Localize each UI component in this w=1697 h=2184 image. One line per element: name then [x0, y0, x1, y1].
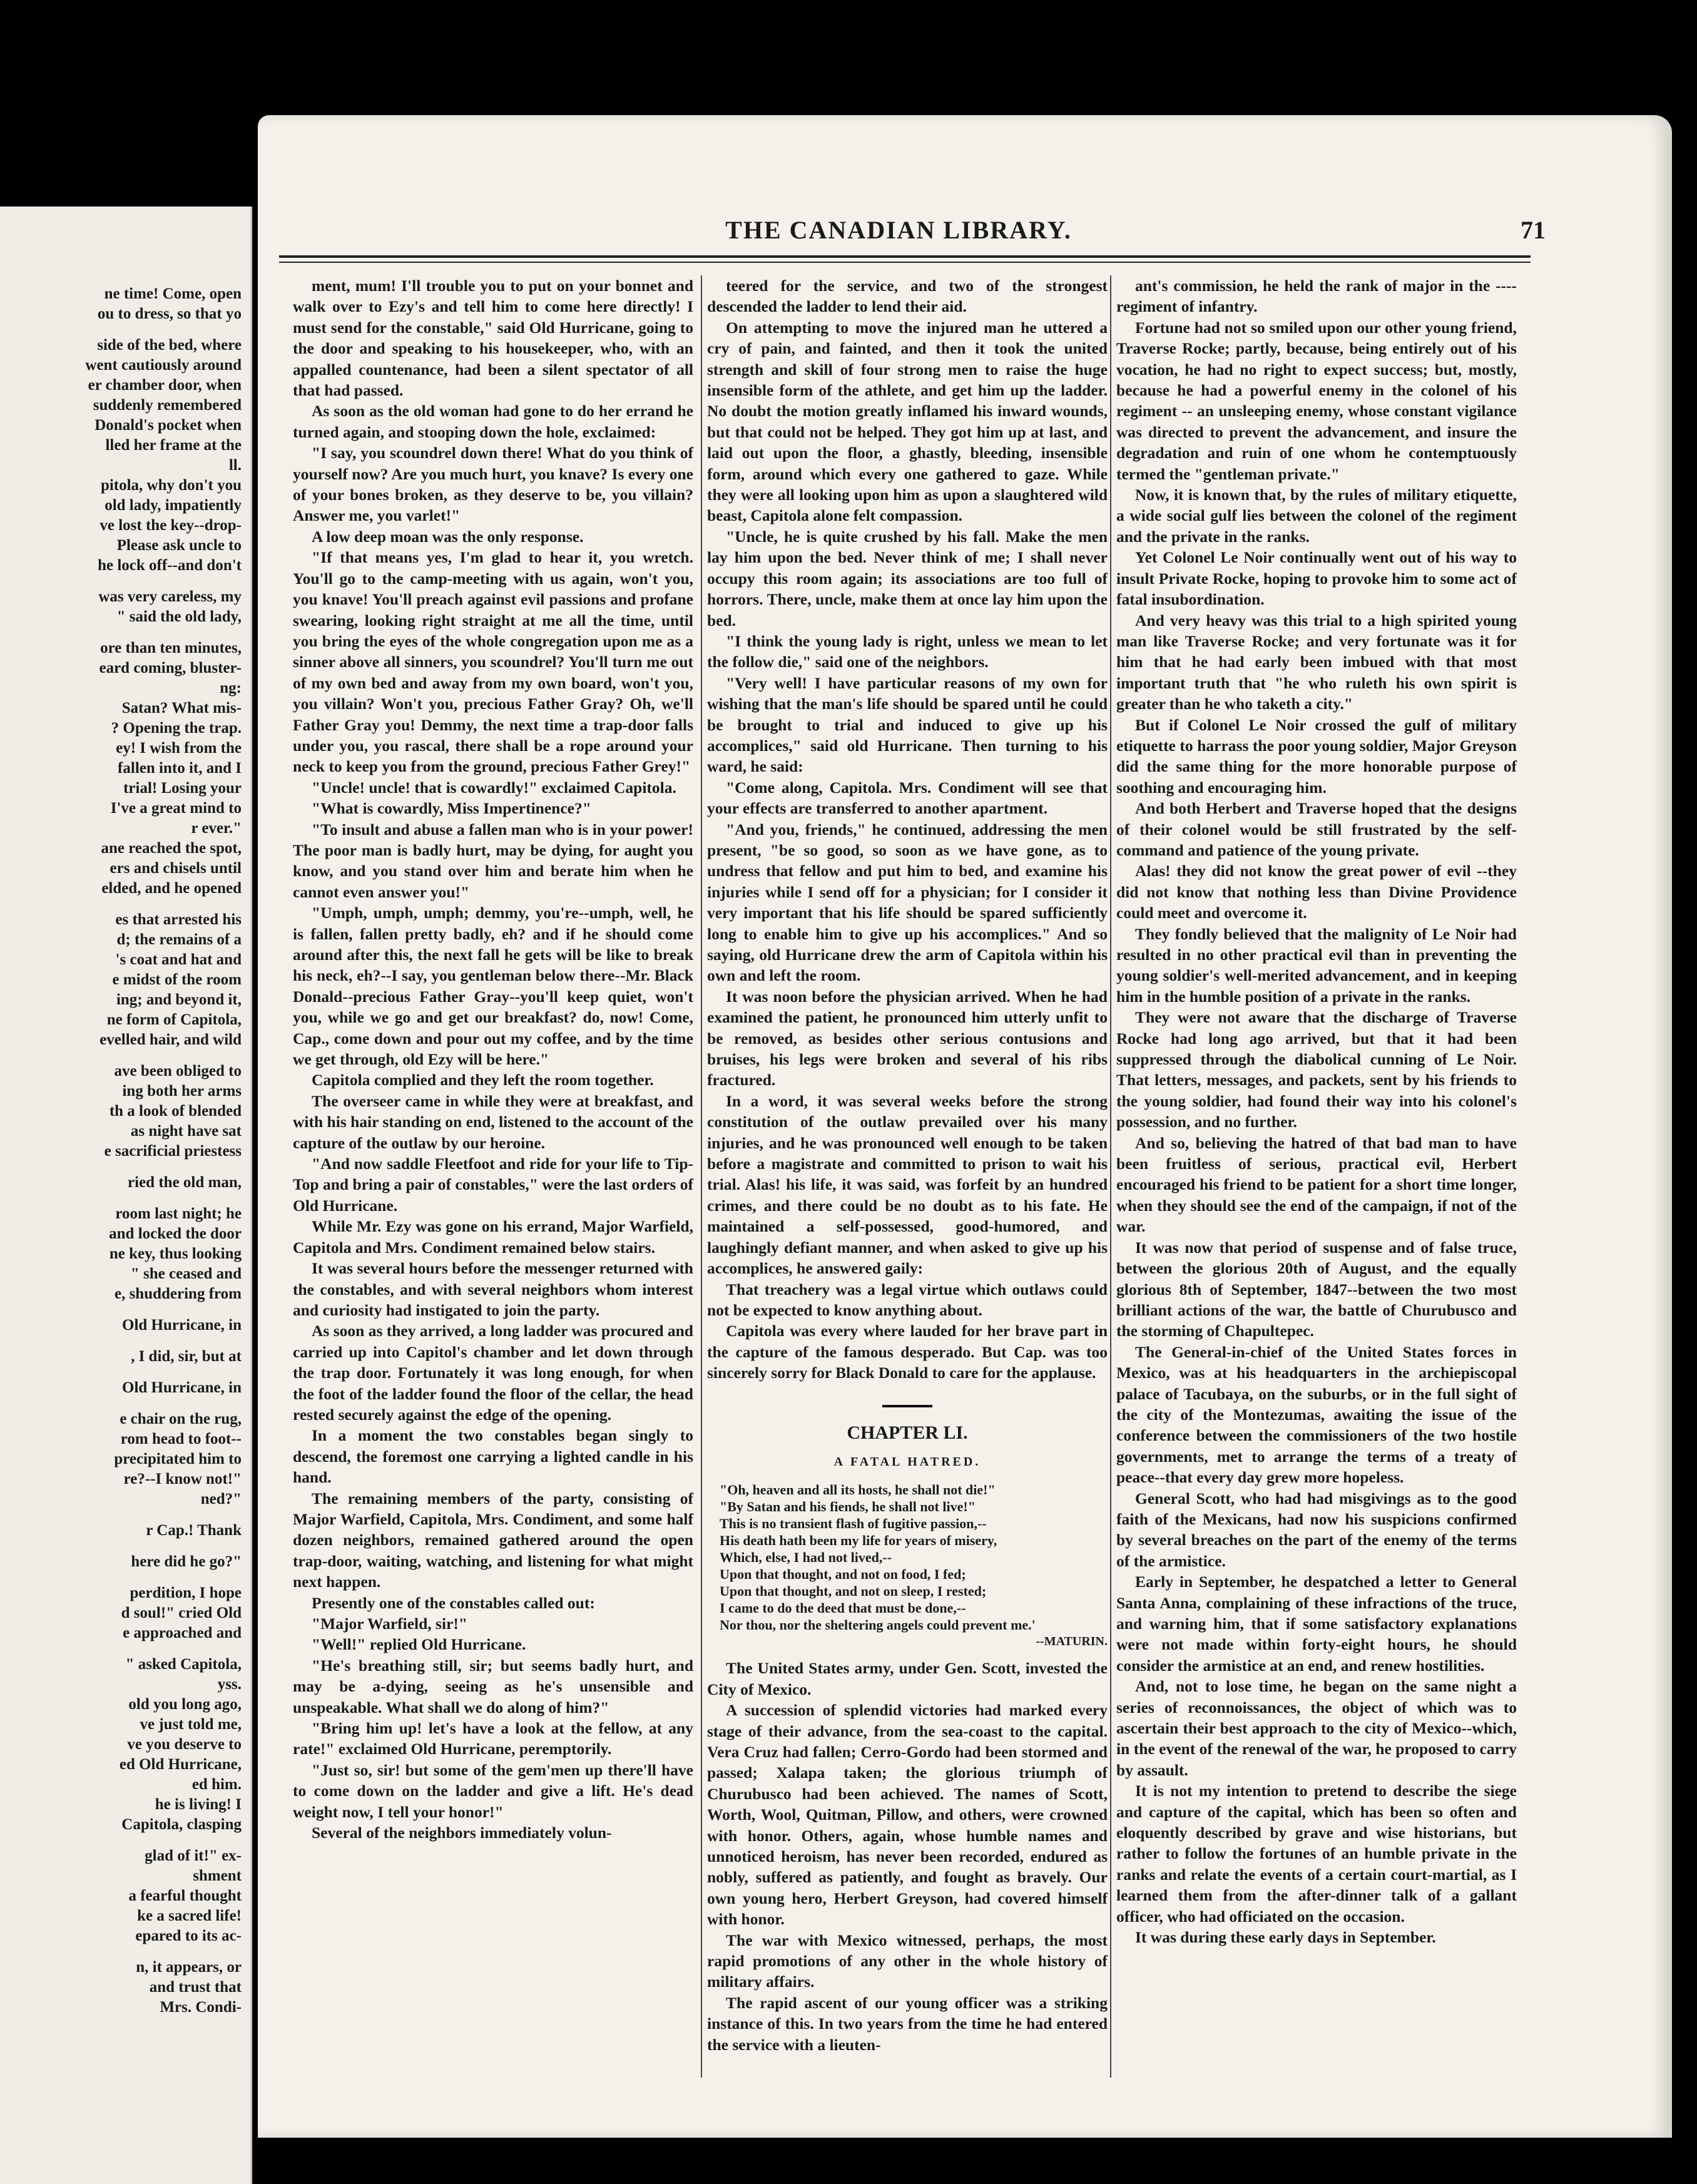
fragment-line: " said the old lady,: [116, 608, 242, 625]
fragment-line: Donald's pocket when: [94, 417, 242, 434]
fragment-line: 's coat and hat and: [115, 951, 242, 968]
header-rule-thin: [279, 262, 1531, 263]
fragment-line: rom head to foot--: [120, 1431, 242, 1447]
fragment-line: yss.: [217, 1676, 242, 1693]
fragment-line: ne time! Come, open: [104, 285, 242, 302]
paragraph: Several of the neighbors immediately volun-: [312, 1824, 612, 1842]
fragment-line: as night have sat: [130, 1123, 242, 1140]
paragraph: And so, believing the hatred of that bad man to have been fruitless of serious, practical evil, Herbert encouraged his friend to be patient for a short time longer, when they should see the end of the campaign, if not of the war.: [1116, 1133, 1517, 1236]
paragraph: It was noon before the physician arrived. When he had examined the patient, he pronounced him utterly unfit to be removed, as besides other serious contusions and bruises, his legs were broken and several of his ribs fractured.: [707, 987, 1108, 1089]
epigraph-line: "Oh, heaven and all its hosts, he shall not die!": [720, 1482, 996, 1498]
fragment-line: ried the old man,: [128, 1174, 242, 1191]
chapter-divider: [882, 1405, 932, 1407]
epigraph-line: Nor thou, nor the sheltering angels could prevent me.': [720, 1617, 1036, 1633]
fragment-line: [0, 324, 250, 335]
paragraph: In a moment the two constables began singly to descend, the foremost one carrying a lighted candle in his hand.: [293, 1426, 693, 1487]
fragment-line: ve you deserve to: [127, 1736, 242, 1753]
paragraph: "He's breathing still, sir; but seems badly hurt, and may be a-dying, seeing as he's unsensible and unspeakable. What shall we do along of him?": [293, 1656, 693, 1717]
paragraph: Early in September, he despatched a letter to General Santa Anna, complaining of these infractions of the truce, and warning him, that if some satisfactory explanations were not made within forty-eight hours, he should consider the armistice at an end, and renew hostilities.: [1116, 1573, 1517, 1675]
paragraph: "Just so, sir! but some of the gem'men up there'll have to come down on the ladder and give a lift. He's dead weight now, I tell your honor!": [293, 1760, 693, 1821]
paragraph: Now, it is known that, by the rules of military etiquette, a wide social gulf lies between the colonel of the regiment and the private in the ranks.: [1116, 486, 1517, 546]
previous-page-fragment: [0, 207, 252, 2184]
fragment-line: r Cap.! Thank: [146, 1522, 242, 1539]
fragment-line: I've a great mind to: [110, 800, 242, 817]
paragraph: The overseer came in while they were at breakfast, and with his hair standing on end, listened to the account of the capture of the outlaw by our heroine.: [293, 1091, 693, 1152]
paragraph: Fortune had not so smiled upon our other young friend, Traverse Rocke; partly, because, being entirely out of his vocation, he had no right to expect success; but, mostly, because he had a powerful enemy in the colonel of his regiment -- an unsleeping enemy, whose constant vigilance was directed to prevent the advancement, and insure the degradation and ruin of one whom he contemptuously termed the "gentleman private.": [1116, 318, 1517, 483]
fragment-line: [0, 1509, 250, 1521]
paragraph: ment, mum! I'll trouble you to put on your bonnet and walk over to Ezy's and tell him to come here directly! I must send for the constable," said Old Hurricane, going to the door and speaking to his housekeeper, who, with an appalled countenance, had been a silent spectator of all that had passed.: [293, 277, 693, 400]
paragraph: "Major Warfield, sir!": [312, 1615, 468, 1633]
fragment-line: ned?": [200, 1491, 242, 1508]
paragraph: Capitola complied and they left the room together.: [312, 1071, 654, 1089]
page-number: 71: [1521, 216, 1546, 244]
fragment-line: [0, 1050, 250, 1061]
fragment-line: e, shuddering from: [114, 1285, 242, 1302]
fragment-line: precipitated him to: [114, 1451, 242, 1467]
fragment-line: Mrs. Condi-: [160, 1999, 242, 2016]
paragraph: While Mr. Ezy was gone on his errand, Major Warfield, Capitola and Mrs. Condiment remained below stairs.: [293, 1217, 693, 1257]
epigraph-line: Which, else, I had not lived,--: [720, 1549, 892, 1566]
paragraph: And very heavy was this trial to a high spirited young man like Traverse Rocke; and very fortunate was it for him that he had early been imbued with that most important truth that "he who ruleth his own spirit is greater than he who taketh a city.": [1116, 611, 1517, 713]
paragraph: As soon as they arrived, a long ladder was procured and carried up into Capitol's chamber and let down through the trap door. Fortunately it was long enough, for when the foot of the ladder found the floor of the cellar, the head rested securely against the edge of the opening.: [293, 1322, 693, 1424]
paragraph: "What is cowardly, Miss Impertinence?": [312, 799, 591, 818]
paragraph: As soon as the old woman had gone to do her errand he turned again, and stooping down the hole, exclaimed:: [293, 402, 693, 441]
fragment-line: Please ask uncle to: [116, 537, 242, 554]
fragment-line: a fearful thought: [128, 1887, 242, 1904]
paragraph: The war with Mexico witnessed, perhaps, the most rapid promotions of any other in the whole history of military affairs.: [707, 1931, 1108, 1991]
fragment-line: ed him.: [191, 1776, 242, 1793]
fragment-line: fallen into it, and I: [118, 760, 242, 777]
fragment-line: ke a sacred life!: [137, 1907, 242, 1924]
paragraph: A succession of splendid victories had marked every stage of their advance, from the sea-coast to the capital. Vera Cruz had fallen; Cerro-Gordo had been stormed and passed; Xalapa taken; the glorious triumph of Churubusco had been achieved. The names of Scott, Worth, Wool, Quitman, Pillow, and others, were crowned with honor. Others, again, whose humble names and unnoticed heroism, has never been recorded, endured as nobly, suffered as patiently, and fought as bravely. Our own young hero, Herbert Greyson, had covered himself with honor.: [707, 1701, 1108, 1929]
fragment-line: ne form of Capitola,: [106, 1011, 242, 1028]
epigraph-line: I came to do the deed that must be done,--: [720, 1600, 966, 1616]
epigraph-line: "By Satan and his fiends, he shall not live!": [720, 1499, 976, 1515]
fragment-line: " asked Capitola,: [125, 1656, 242, 1673]
epigraph-line: Upon that thought, and not on sleep, I rested;: [720, 1583, 987, 1600]
paragraph: "Umph, umph, umph; demmy, you're--umph, well, he is fallen, fallen pretty badly, eh? and if he should come around after this, the next fall he gets will be like to break his neck, eh?--I say, you gentleman below there--Mr. Black Donald--precious Father Gray--you'll keep quiet, won't you, while we go and get our breakfast? do, now! Come, Cap., come down and pour out my coffee, and by the time we get through, old Ezy will be here.": [293, 904, 693, 1069]
fragment-line: ing both her arms: [122, 1083, 242, 1100]
paragraph: "Very well! I have particular reasons of my own for wishing that the man's life should be spared until he could be brought to trial and induced to give up his accomplices," said old Hurricane. Then turning to his ward, he said:: [707, 673, 1108, 776]
paragraph: Capitola was every where lauded for her brave part in the capture of the famous desperado. But Cap. was too sincerely sorry for Black Donald to care for the applause.: [707, 1322, 1108, 1382]
fragment-line: Satan? What mis-: [121, 700, 242, 717]
fragment-line: ers and chisels until: [110, 860, 242, 877]
fragment-line: evelled hair, and wild: [99, 1031, 242, 1048]
fragment-line: [0, 576, 250, 587]
paragraph: The United States army, under Gen. Scott, invested the City of Mexico.: [707, 1659, 1108, 1698]
paragraph: It was several hours before the messenger returned with the constables, and with several neighbors whom interest and curiosity had instigated to join the party.: [293, 1259, 693, 1319]
column-2-text: [707, 275, 1108, 1384]
fragment-line: [0, 1304, 250, 1315]
epigraph-attribution: --MATURIN.: [1036, 1635, 1108, 1649]
column-divider: [701, 275, 702, 2078]
paragraph: "And you, friends," he continued, addressing the men present, "be so good, so soon as we have gone, as to undress that fellow and put him to bed, and examine his injuries while I send off for a physician; for I consider it very important that his life should be spared sufficiently long to enable him to give up his accomplices." And so saying, old Hurricane drew the arm of Capitola within his own and left the room.: [707, 820, 1108, 985]
fragment-line: d soul!" cried Old: [121, 1605, 242, 1621]
paragraph: "Come along, Capitola. Mrs. Condiment will see that your effects are transferred to another apartment.: [707, 778, 1108, 818]
fragment-line: went cautiously around: [85, 357, 242, 374]
fragment-line: suddenly remembered: [93, 397, 242, 414]
fragment-line: n, it appears, or: [136, 1959, 242, 1976]
paragraph: "Uncle, he is quite crushed by his fall. Make the men lay him upon the bed. Never think of me; I shall never occupy this room again; its associations are too full of horrors. There, uncle, make them at once lay him upon the bed.: [707, 527, 1108, 630]
paragraph: "To insult and abuse a fallen man who is in your power! The poor man is badly hurt, may be dying, for aught you know, and you stand over him and berate him when he cannot even answer you!": [293, 820, 693, 901]
paragraph: ant's commission, he held the rank of major in the ----regiment of infantry.: [1116, 277, 1517, 316]
fragment-line: es that arrested his: [115, 911, 242, 928]
paragraph: On attempting to move the injured man he uttered a cry of pain, and fainted, and then it took the united strength and skill of four strong men to raise the huge insensible form of the athlete, and get him up the ladder. No doubt the motion greatly inflamed his inward wounds, but that could not be helped. They got him up at last, and laid out upon the floor, a ghastly, bleeding, insensible form, around which every one gathered to gaze. While they were all looking upon him as upon a slaughtered wild beast, Capitola alone felt compassion.: [707, 318, 1108, 525]
fragment-line: re?--I know not!": [123, 1471, 242, 1487]
running-header: [258, 215, 1546, 253]
fragment-line: ou to dress, so that yo: [97, 305, 242, 322]
paragraph: Alas! they did not know the great power of evil --they did not know that nothing less than Divine Providence could meet and overcome it.: [1116, 862, 1517, 922]
fragment-line: he lock off--and don't: [98, 557, 242, 574]
fragment-line: ll.: [228, 457, 242, 474]
paragraph: It is not my intention to pretend to describe the siege and capture of the capital, which has been so often and eloquently described by grave and wise historians, but rather to follow the fortunes of an humble private in the ranks and relate the events of a certain court-martial, as I learned them from the after-dinner talk of a gallant officer, who had officiated on the occasion.: [1116, 1782, 1517, 1926]
fragment-line: ? Opening the trap.: [111, 720, 242, 737]
fragment-line: epared to its ac-: [135, 1927, 242, 1944]
paragraph: The General-in-chief of the United States forces in Mexico, was at his headquarters in the archiepiscopal palace of Tacubaya, on the suburbs, or in the full sight of the city of the Montezumas, awaiting the issue of the conference between the commissioners of the two hostile governments, met to arrange the terms of a treaty of peace--that every day grew more hopeless.: [1116, 1342, 1517, 1487]
fragment-line: [0, 1835, 250, 1846]
column-2: [707, 275, 1108, 2055]
fragment-line: ore than ten minutes,: [100, 640, 242, 656]
fragment-line: perdition, I hope: [130, 1584, 242, 1601]
paragraph: And both Herbert and Traverse hoped that the designs of their colonel would be still frustrated by the self-command and patience of the young private.: [1116, 799, 1517, 859]
fragment-line: room last night; he: [115, 1205, 242, 1222]
fragment-line: [0, 1946, 250, 1957]
paragraph: They fondly believed that the malignity of Le Noir had resulted in no other practical evil than in preventing the young soldier's well-merited advancement, and in keeping him in the humble position of a private in the ranks.: [1116, 924, 1517, 1006]
fragment-line: old you long ago,: [128, 1696, 242, 1713]
paragraph: "Well!" replied Old Hurricane.: [312, 1635, 526, 1654]
chapter-title: CHAPTER LI.: [847, 1422, 968, 1443]
fragment-line: ave been obliged to: [114, 1063, 242, 1079]
paragraph: Yet Colonel Le Noir continually went out of his way to insult Private Rocke, hoping to provoke him to some act of fatal insubordination.: [1116, 548, 1517, 609]
paragraph: "If that means yes, I'm glad to hear it, you wretch. You'll go to the camp-meeting with us again, won't you, you knave! You'll preach against evil passions and profane swearing, looking right straight at me all the time, until you bring the eyes of the whole congregation upon me as a sinner above all sinners, you scoundrel? You'll turn me out of my own bed and away from my own board, won't you, you villain? Won't you, precious Father Gray? Oh, we'll Father Gray you! Demmy, the next time a trap-door falls under you, you rascal, there shall be a rope around your neck to keep you from the ground, precious Father Grey!": [293, 548, 693, 776]
fragment-line: pitola, why don't you: [100, 477, 242, 494]
fragment-line: he is living! I: [155, 1796, 242, 1813]
epigraph-line: His death hath been my life for years of misery,: [720, 1533, 997, 1549]
fragment-line: ane reached the spot,: [101, 840, 242, 857]
paragraph: They were not aware that the discharge of Traverse Rocke had long ago arrived, but that it had been suppressed through the diabolical cunning of Le Noir. That letters, messages, and packets, sent by his friends to the young soldier, had found their way into his colonel's possession, and no further.: [1116, 1008, 1517, 1131]
fragment-line: er chamber door, when: [88, 377, 242, 394]
fragment-line: ve lost the key--drop-: [99, 517, 242, 534]
epigraph-line: This is no transient flash of fugitive passion,--: [720, 1516, 987, 1532]
fragment-line: Capitola, clasping: [121, 1816, 242, 1833]
fragment-line: e midst of the room: [112, 971, 242, 988]
fragment-line: side of the bed, where: [97, 337, 242, 354]
running-title: THE CANADIAN LIBRARY.: [725, 216, 1072, 244]
fragment-line: d; the remains of a: [116, 931, 242, 948]
fragment-line: r ever.": [191, 820, 242, 837]
fragment-line: [0, 1572, 250, 1583]
paragraph: That treachery was a legal virtue which outlaws could not be expected to know anything about.: [707, 1280, 1108, 1319]
fragment-line: e approached and: [123, 1625, 242, 1641]
fragment-line: e sacrificial priestess: [104, 1143, 242, 1160]
book-page: [258, 115, 1672, 2138]
paragraph: "And now saddle Fleetfoot and ride for your life to Tip-Top and bring a pair of constables," were the last orders of Old Hurricane.: [293, 1155, 693, 1215]
fragment-line: ve just told me,: [140, 1716, 242, 1733]
fragment-line: and locked the door: [109, 1225, 242, 1242]
fragment-line: ng:: [220, 680, 242, 697]
fragment-line: ne key, thus looking: [109, 1245, 242, 1262]
paragraph: It was during these early days in September.: [1135, 1928, 1436, 1947]
fragment-line: Old Hurricane, in: [122, 1379, 242, 1396]
paragraph: General Scott, who had had misgivings as to the good faith of the Mexicans, had now his suspicions confirmed by several breaches on the part of the enemy of the terms of the armistice.: [1116, 1489, 1517, 1570]
fragment-line: th a look of blended: [109, 1103, 242, 1120]
fragment-line: [0, 1398, 250, 1409]
fragment-line: eard coming, bluster-: [99, 660, 242, 676]
fragment-line: [0, 1335, 250, 1347]
column-3: [1116, 275, 1517, 1948]
fragment-line: , I did, sir, but at: [131, 1348, 242, 1365]
paragraph: "I say, you scoundrel down there! What do you think of yourself now? Are you much hurt, you knave? Is every one of your bones broken, as they deserve to be, you villain? Answer me, you varlet!": [293, 444, 693, 525]
column-2-chapter-text: [707, 1658, 1108, 2055]
fragment-line: elded, and he opened: [101, 880, 242, 897]
fragment-line: trial! Losing your: [123, 780, 242, 797]
fragment-line: ey! I wish from the: [116, 740, 242, 757]
paragraph: But if Colonel Le Noir crossed the gulf of military etiquette to harrass the poor young soldier, Major Greyson did the same thing for the more honorable purpose of soothing and encouraging him.: [1116, 715, 1517, 797]
previous-page-text: [0, 284, 250, 2018]
fragment-line: ed Old Hurricane,: [119, 1756, 242, 1773]
chapter-subtitle: A FATAL HATRED.: [833, 1454, 981, 1469]
fragment-line: " she ceased and: [130, 1265, 242, 1282]
fragment-line: Old Hurricane, in: [122, 1317, 242, 1334]
fragment-line: glad of it!" ex-: [145, 1847, 242, 1864]
fragment-line: was very careless, my: [98, 588, 242, 605]
paragraph: The rapid ascent of our young officer was a striking instance of this. In two years from the time he had entered the service with a lieuten-: [707, 1993, 1108, 2054]
fragment-line: ing; and beyond it,: [116, 991, 242, 1008]
paragraph: "Bring him up! let's have a look at the fellow, at any rate!" exclaimed Old Hurricane, peremptorily.: [293, 1719, 693, 1758]
fragment-line: lled her frame at the: [105, 437, 242, 454]
fragment-line: [0, 899, 250, 910]
header-rule: [279, 255, 1531, 258]
epigraph-line: Upon that thought, and not on food, I fed;: [720, 1566, 966, 1583]
fragment-line: [0, 1541, 250, 1552]
paragraph: In a word, it was several weeks before the strong constitution of the outlaw prevailed over his many injuries, and he was pronounced well enough to be taken before a magistrate and committed to prison to wait his trial. Alas! his life, it was said, was forfeit by an hundred crimes, and there could be no doubt as to his fate. He maintained a self-possessed, good-humored, and laughingly defiant manner, and when asked to give up his accomplices, he answered gaily:: [707, 1091, 1108, 1278]
fragment-line: [0, 627, 250, 638]
fragment-line: e chair on the rug,: [120, 1411, 242, 1427]
paragraph: A low deep moan was the only response.: [312, 527, 584, 546]
paragraph: Presently one of the constables called out:: [312, 1593, 595, 1612]
fragment-line: [0, 1161, 250, 1173]
paragraph: It was now that period of suspense and of false truce, between the glorious 20th of August, and the equally glorious 8th of September, 1847--between the two most brilliant actions of the war, the battle of Churubusco and the storming of Chapultepec.: [1116, 1238, 1517, 1340]
paragraph: The remaining members of the party, consisting of Major Warfield, Capitola, Mrs. Condiment, and some half dozen neighbors, remained gathered around the open trap-door, waiting, watching, and listening for what might next happen.: [293, 1489, 693, 1591]
fragment-line: and trust that: [149, 1979, 242, 1996]
fragment-line: [0, 1643, 250, 1655]
column-divider: [1110, 275, 1111, 2078]
fragment-line: [0, 1193, 250, 1204]
fragment-line: old lady, impatiently: [104, 497, 242, 514]
paragraph: "Uncle! uncle! that is cowardly!" exclaimed Capitola.: [312, 778, 676, 797]
fragment-line: [0, 1367, 250, 1378]
paragraph: "I think the young lady is right, unless we mean to let the follow die," said one of the neighbors.: [707, 631, 1108, 671]
paragraph: And, not to lose time, he began on the same night a series of reconnoissances, the object of which was to ascertain their best approach to the city of Mexico--which, in the event of the renewal of the war, he proposed to carry by assault.: [1116, 1677, 1517, 1779]
column-1: [293, 275, 693, 1843]
fragment-line: here did he go?": [131, 1553, 242, 1570]
epigraph: [720, 1481, 1108, 1650]
fragment-line: shment: [193, 1867, 242, 1884]
paragraph: teered for the service, and two of the strongest descended the ladder to lend their aid.: [707, 277, 1108, 316]
